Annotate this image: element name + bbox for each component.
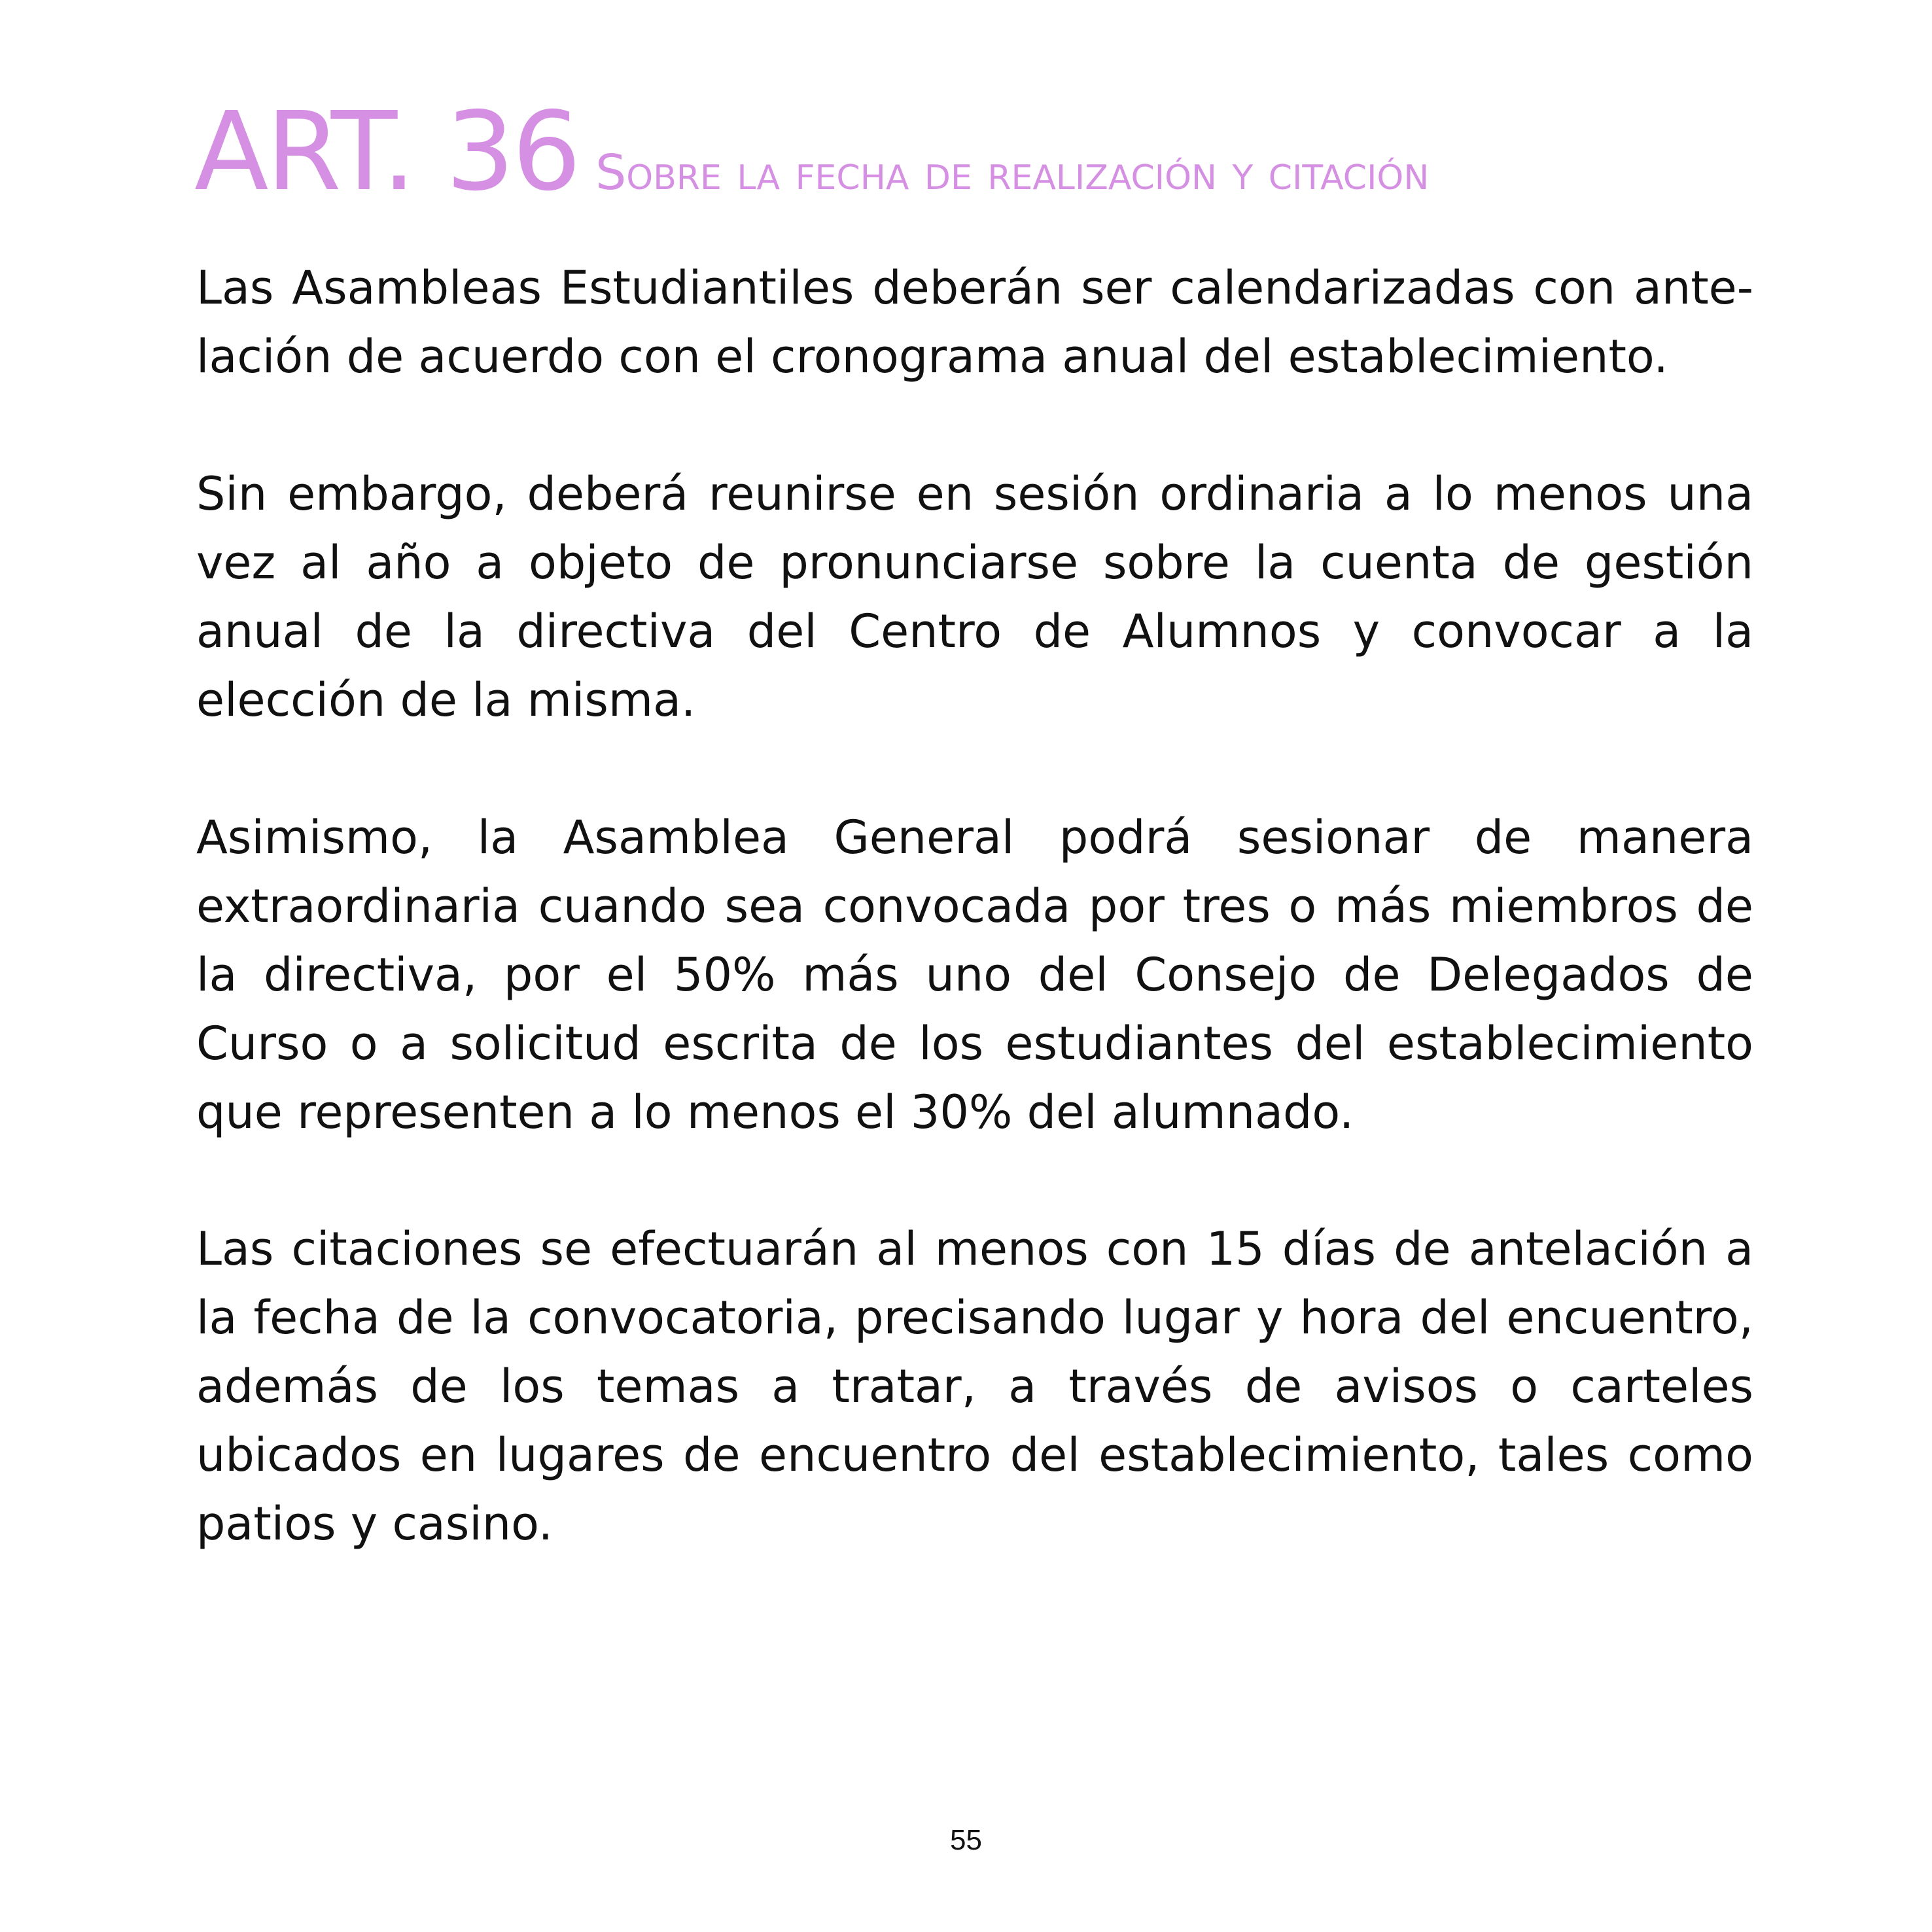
page-number: 55 <box>950 1824 982 1856</box>
paragraph-4: Las citaciones se efectuarán al menos con 15 días de antelación a la fecha de la convocatoria, precisando lugar y hora del encuentro, además de los temas a tratar, a través de avisos o carteles ubicados en lugares de encuentro del establecimiento, tales como patios y casino. <box>196 1222 1753 1551</box>
article-heading <box>194 89 1751 215</box>
paragraph-2: Sin embargo, deberá reunirse en sesión ordinaria a lo menos una vez al año a objeto de pronunciarse sobre la cuenta de gestión anual de la directiva del Centro de Alumnos y convocar a la elección de la misma. <box>196 467 1753 727</box>
article-number: ART. 36 <box>194 89 579 215</box>
paragraph-3: Asimismo, la Asamblea General podrá sesionar de manera extraordinaria cuando sea convocada por tres o más miembros de la directiva, por el 50% más uno del Consejo de Delegados de Curso o a solicitud escrita de los estudiantes del establecimiento que representen a lo menos el 30% del alumnado. <box>196 811 1753 1139</box>
paragraph-1: Las Asambleas Estudiantiles deberán ser calendarizadas con antelación de acuerdo con el cronograma anual del establecimiento. <box>196 261 1753 383</box>
article-title: Sobre la fecha de realización y citación <box>595 145 1430 201</box>
